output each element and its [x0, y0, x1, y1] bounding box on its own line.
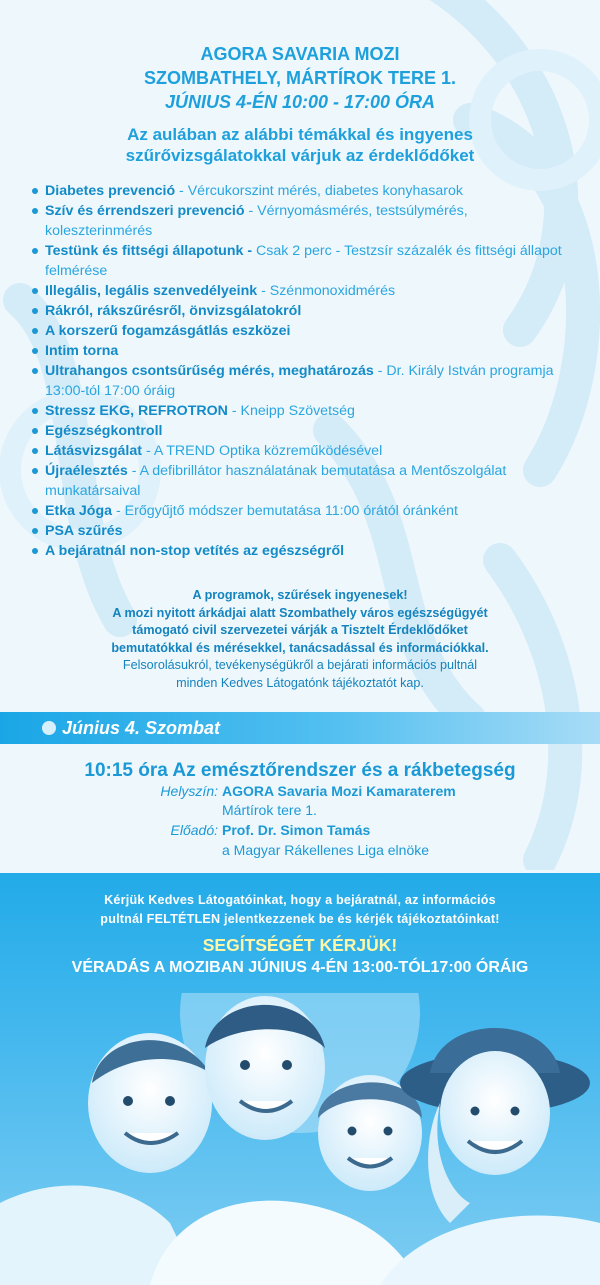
- notice-line: bemutatókkal és mérésekkel, tanácsadással és információkkal.: [111, 640, 489, 655]
- list-item: Újraélesztés - A defibrillátor használatának bemutatása a Mentőszolgálat munkatársaival: [30, 461, 575, 501]
- bullet-circle-icon: [42, 721, 56, 735]
- venue-label: Helyszín:: [160, 783, 218, 799]
- event-date-time: JÚNIUS 4-ÉN 10:00 - 17:00 ÓRA: [164, 92, 436, 112]
- list-item: Rákról, rákszűrésről, önvizsgálatokról: [30, 301, 575, 321]
- free-program-notice: [50, 587, 550, 692]
- adult-figure: [400, 1028, 590, 1223]
- intro-line: Az aulában az alábbi témákkal és ingyenes: [127, 125, 473, 144]
- notice-line: minden Kedves Látogatónk tájékoztatót kap.: [176, 675, 424, 690]
- lecture-title: 10:15 óra Az emésztőrendszer és a rákbetegség: [84, 760, 516, 781]
- notice-line: A programok, szűrések ingyenesek!: [192, 588, 408, 602]
- list-item: Intim torna: [30, 341, 575, 361]
- venue-address-value: Mártírok tere 1.: [222, 802, 317, 818]
- list-item: Szív és érrendszeri prevenció - Vérnyomásmérés, testsúlymérés, koleszterinmérés: [30, 201, 575, 241]
- message-line: pultnál FELTÉTLEN jelentkezzenek be és kérjék tájékoztatóinkat!: [100, 912, 500, 926]
- venue-address: SZOMBATHELY, MÁRTÍROK TERE 1.: [143, 68, 457, 88]
- venue-value: AGORA Savaria Mozi Kamaraterem: [222, 783, 456, 799]
- day-banner: [0, 712, 600, 744]
- list-item: Testünk és fittségi állapotunk - Csak 2 perc - Testzsír százalék és fittségi állapot felmérése: [30, 241, 575, 281]
- event-header: [0, 42, 600, 114]
- day-label: Június 4. Szombat: [62, 718, 221, 738]
- message-line: Kérjük Kedves Látogatóinkat, hogy a bejáratnál, az információs: [104, 893, 496, 907]
- child-figure: [88, 1033, 212, 1173]
- list-item: Stressz EKG, REFROTRON - Kneipp Szövetség: [30, 401, 575, 421]
- notice-line: támogató civil szervezetei várják a Tisztelt Érdeklődőket: [132, 623, 468, 637]
- blood-donation-notice: VÉRADÁS A MOZIBAN JÚNIUS 4-ÉN 13:00-TÓL17:00 ÓRÁIG: [71, 959, 529, 976]
- help-call: SEGÍTSÉGÉT KÉRJÜK!: [202, 935, 398, 955]
- list-item: A bejáratnál non-stop vetítés az egészségről: [30, 541, 575, 561]
- bottom-section: [0, 873, 600, 1285]
- speaker-label: Előadó:: [170, 822, 218, 838]
- list-item: Látásvizsgálat - A TREND Optika közreműködésével: [30, 441, 575, 461]
- list-item: PSA szűrés: [30, 521, 575, 541]
- list-item: Illegális, legális szenvedélyeink - Szénmonoxidmérés: [30, 281, 575, 301]
- adult-figure: [205, 996, 325, 1140]
- topic-list: [30, 181, 575, 561]
- list-item: A korszerű fogamzásgátlás eszközei: [30, 321, 575, 341]
- registration-message: [20, 891, 580, 929]
- speaker-role-value: a Magyar Rákellenes Liga elnöke: [222, 842, 430, 858]
- list-item: Diabetes prevenció - Vércukorszint mérés, diabetes konyhasarok: [30, 181, 575, 201]
- intro-text: [0, 124, 600, 166]
- family-photo: [0, 993, 600, 1285]
- list-item: Etka Jóga - Erőgyűjtő módszer bemutatása 11:00 órától óránként: [30, 501, 575, 521]
- notice-line: Felsorolásukról, tevékenységükről a bejárati információs pultnál: [122, 658, 478, 672]
- notice-line: A mozi nyitott árkádjai alatt Szombathely város egészségügyét: [112, 605, 488, 620]
- list-item: Ultrahangos csontsűrűség mérés, meghatározás - Dr. Király István programja 13:00-tól 17:00 óráig: [30, 361, 575, 401]
- intro-line: szűrővizsgálatokkal várjuk az érdeklődőket: [125, 146, 475, 165]
- speaker-value: Prof. Dr. Simon Tamás: [222, 822, 371, 838]
- list-item: Egészségkontroll: [30, 421, 575, 441]
- venue-name: AGORA SAVARIA MOZI: [200, 44, 400, 64]
